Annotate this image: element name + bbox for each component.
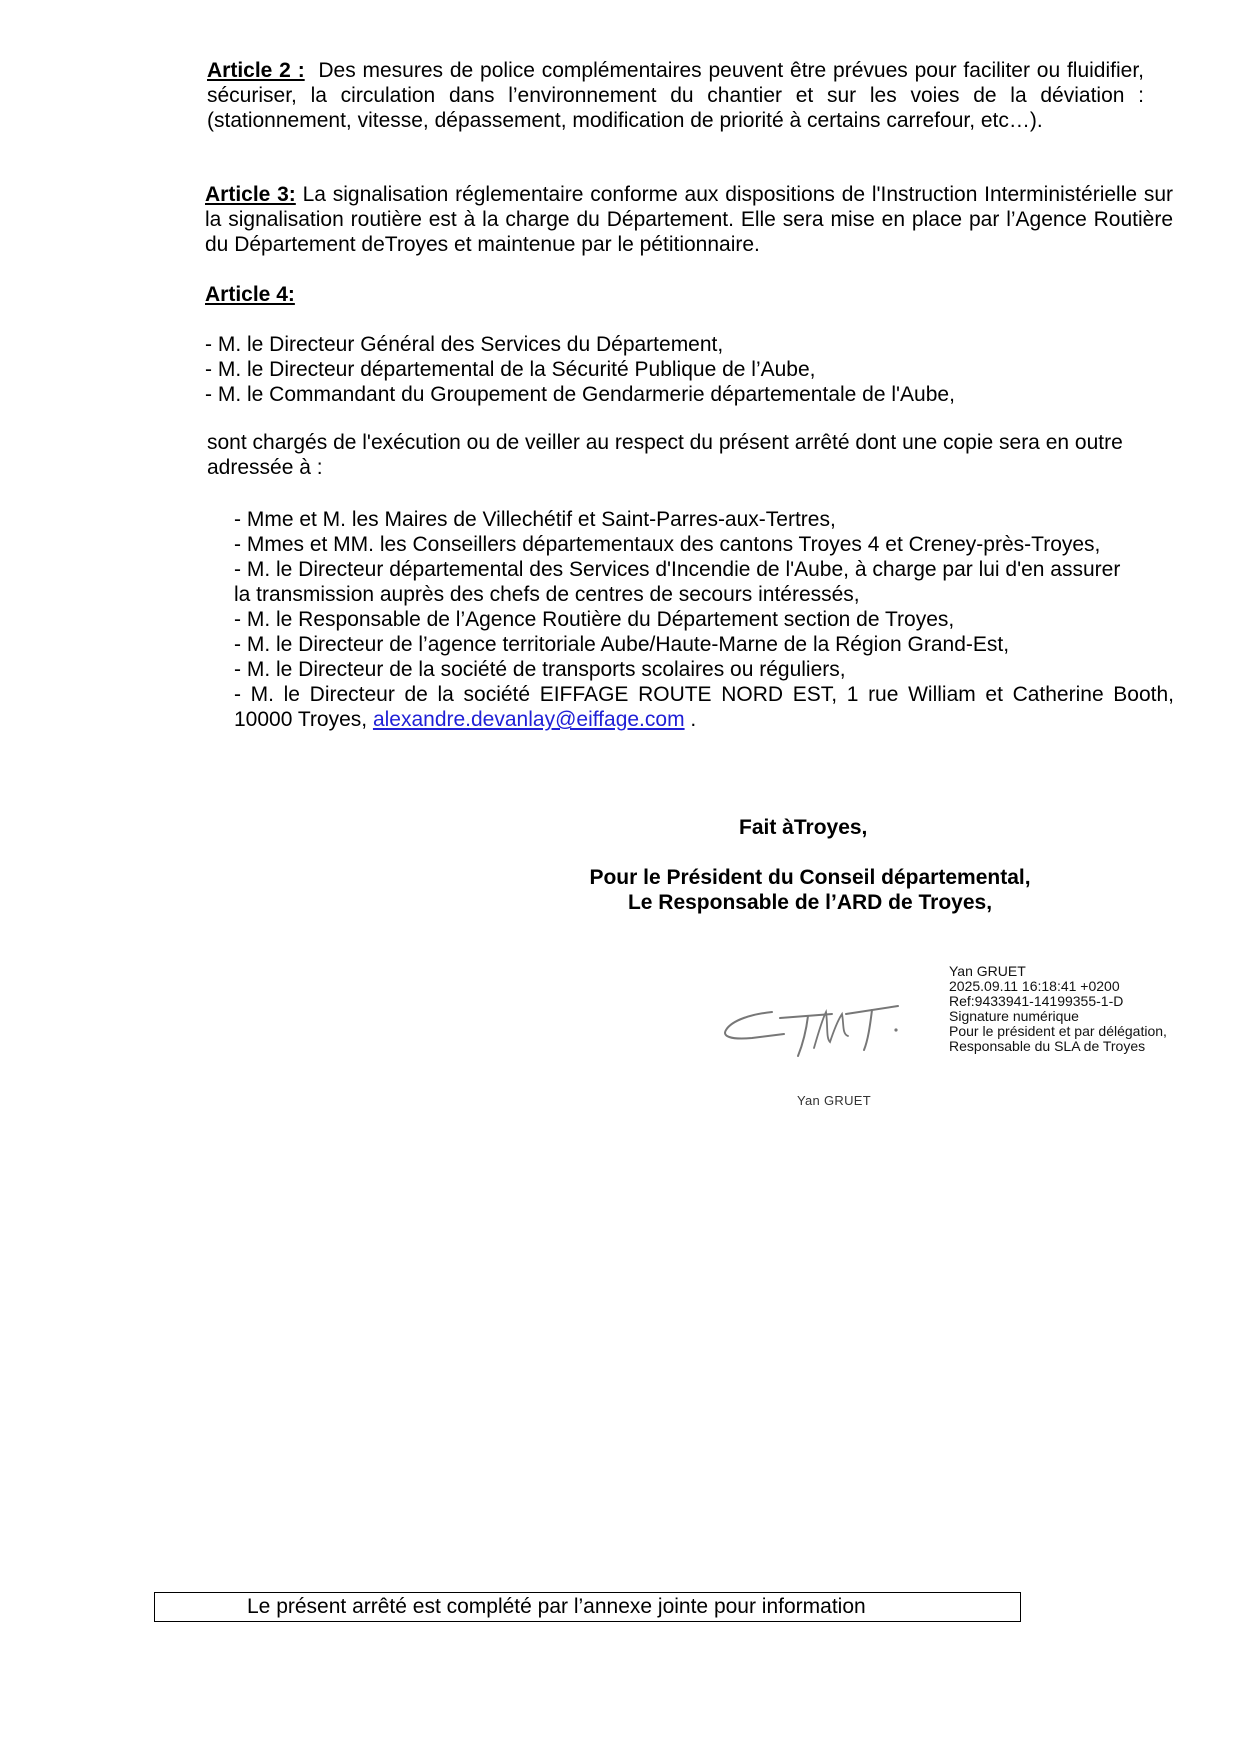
sig-meta-line: 2025.09.11 16:18:41 +0200 bbox=[949, 978, 1120, 994]
official-item: - M. le Commandant du Groupement de Gendarmerie départementale de l'Aube, bbox=[205, 383, 955, 406]
sig-meta-line: Signature numérique bbox=[949, 1008, 1079, 1024]
closing-line-1: Pour le Président du Conseil départemental, bbox=[589, 866, 1031, 889]
recipients-list bbox=[234, 507, 1174, 732]
recipient-last-text: - M. le Directeur de la société EIFFAGE ROUTE NORD EST, 1 rue William et Catherine Booth, 10000 Troyes, bbox=[234, 683, 1174, 731]
recipient-item-last bbox=[234, 682, 1174, 732]
closing-line-2: Le Responsable de l’ARD de Troyes, bbox=[627, 891, 993, 914]
article-2-text: Des mesures de police complémentaires peuvent être prévues pour faciliter ou fluidifier, sécuriser, la circulation dans l’environnement du chantier et sur les voies de la déviation : (stationnement, vitesse, dépassement, modification de priorité à certains carrefour, etc…). bbox=[207, 59, 1144, 132]
footer-notice-text: Le présent arrêté est complété par l’annexe jointe pour information bbox=[247, 1595, 866, 1618]
article-2-label: Article 2 : bbox=[207, 59, 305, 82]
recipient-item: - M. le Directeur de la société de transports scolaires ou réguliers, bbox=[234, 658, 846, 681]
digital-signature-info bbox=[949, 964, 1167, 1054]
recipient-item: - M. le Directeur départemental des Services d'Incendie de l'Aube, à charge par lui d'en assurer la transmission auprès des chefs de centres de secours intéressés, bbox=[234, 558, 1121, 606]
sig-meta-line: Responsable du SLA de Troyes bbox=[949, 1038, 1146, 1054]
article-4-label: Article 4: bbox=[205, 283, 295, 306]
execution-text: sont chargés de l'exécution ou de veiller au respect du présent arrêté dont une copie sera en outre adressée à : bbox=[207, 431, 1123, 479]
closing-signatory bbox=[560, 865, 1060, 915]
recipient-item: - M. le Responsable de l’Agence Routière du Département section de Troyes, bbox=[234, 608, 955, 631]
execution-paragraph bbox=[207, 430, 1157, 480]
footer-notice-box bbox=[154, 1592, 1021, 1622]
sig-meta-line: Ref:9433941-14199355-1-D bbox=[949, 993, 1124, 1009]
sig-meta-line: Yan GRUET bbox=[949, 963, 1026, 979]
article-2 bbox=[207, 58, 1144, 133]
recipient-item: - Mme et M. les Maires de Villechétif et Saint-Parres-aux-Tertres, bbox=[234, 508, 836, 531]
official-item: - M. le Directeur départemental de la Sécurité Publique de l’Aube, bbox=[205, 358, 816, 381]
handwritten-signature bbox=[722, 990, 912, 1070]
recipient-last-end: . bbox=[690, 708, 697, 731]
official-item: - M. le Directeur Général des Services du Département, bbox=[205, 333, 724, 356]
officials-list bbox=[205, 332, 1105, 407]
closing-place bbox=[739, 815, 867, 840]
article-3-text: La signalisation réglementaire conforme aux dispositions de l'Instruction Interministérielle sur la signalisation routière est à la charge du Département. Elle sera mise en place par l’Agence Routière du Département deTroyes et maintenue par le pétitionnaire. bbox=[205, 183, 1173, 256]
closing-place-text: Fait àTroyes, bbox=[739, 816, 868, 839]
sig-meta-line: Pour le président et par délégation, bbox=[949, 1023, 1167, 1039]
article-4 bbox=[205, 282, 295, 307]
article-3-label: Article 3: bbox=[205, 183, 296, 206]
article-3 bbox=[205, 182, 1173, 257]
recipient-item: - M. le Directeur de l’agence territoriale Aube/Haute-Marne de la Région Grand-Est, bbox=[234, 633, 1010, 656]
recipient-email-link[interactable]: alexandre.devanlay@eiffage.com bbox=[372, 708, 685, 731]
recipient-item: - Mmes et MM. les Conseillers départementaux des cantons Troyes 4 et Creney-près-Troyes, bbox=[234, 533, 1101, 556]
signature-printed-name: Yan GRUET bbox=[797, 1093, 871, 1108]
